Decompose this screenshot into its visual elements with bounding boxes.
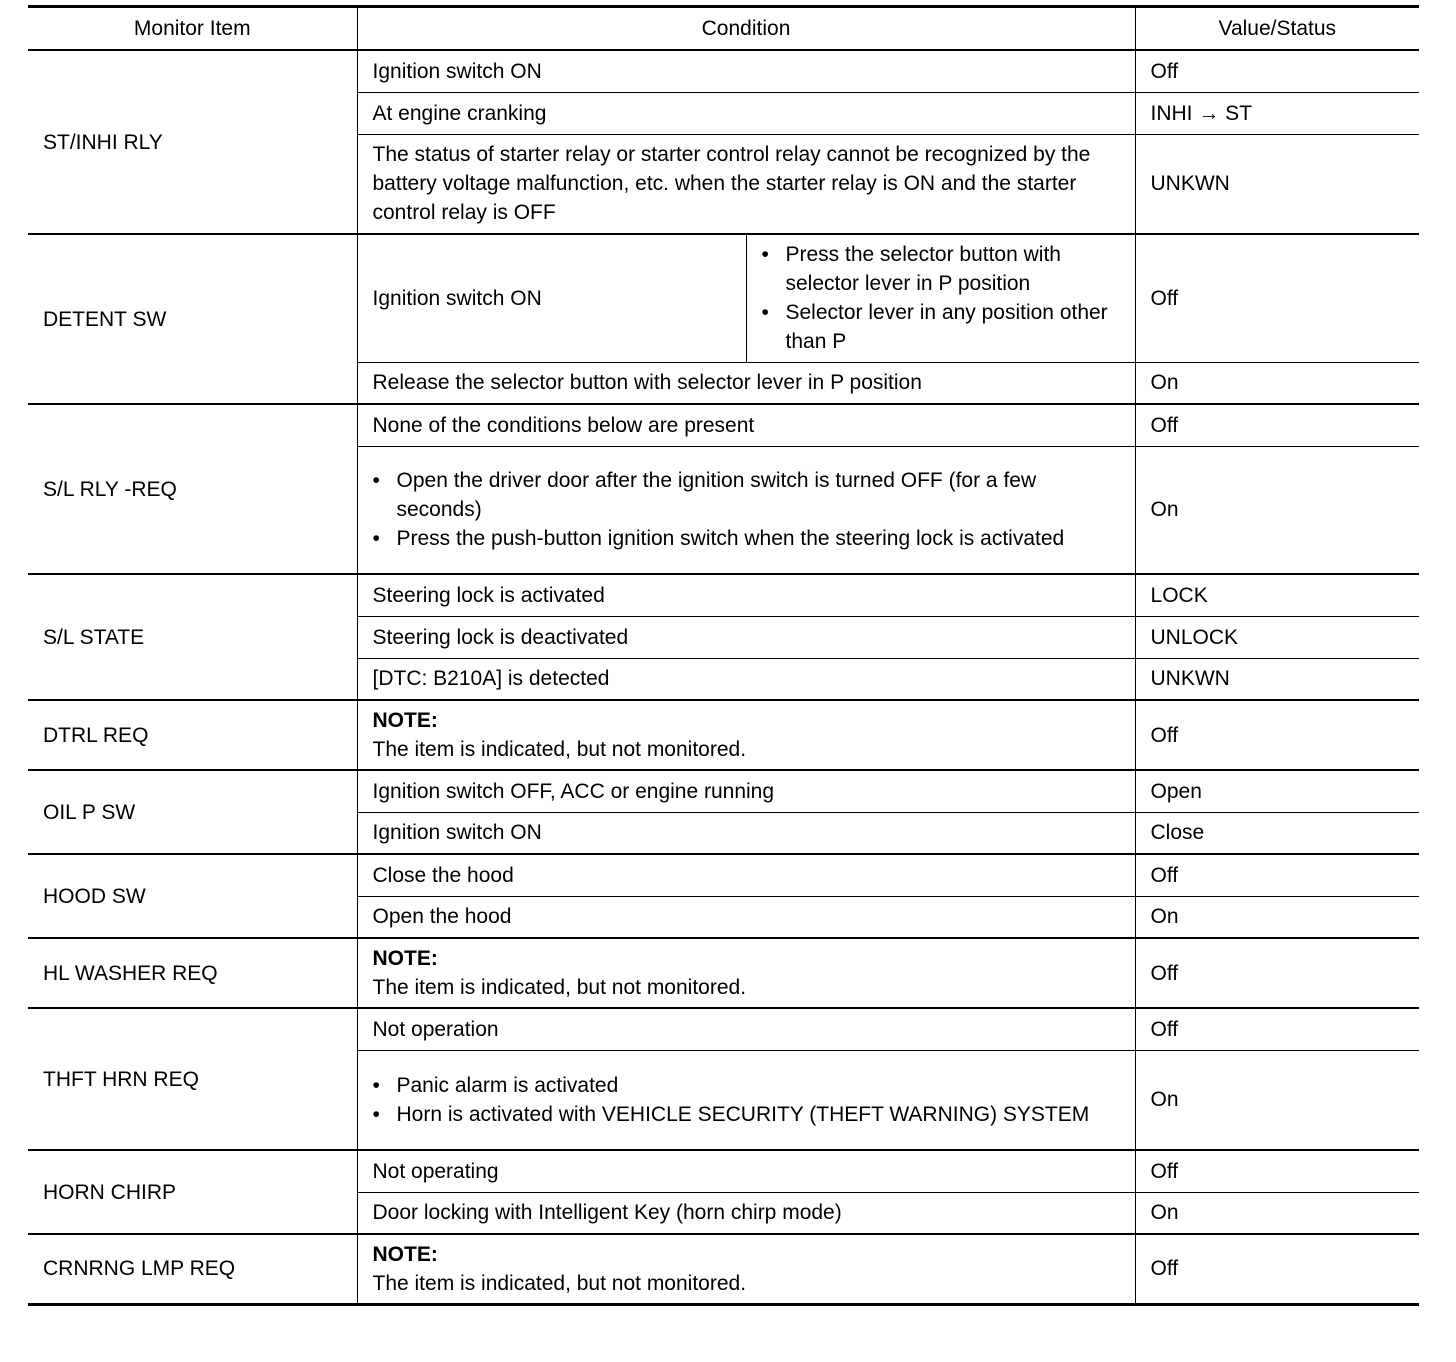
monitor-item-cell: HORN CHIRP — [28, 1150, 357, 1234]
monitor-item-cell: OIL P SW — [28, 770, 357, 854]
list-item — [762, 298, 1120, 356]
table-row — [28, 50, 1419, 92]
bullet-icon: • — [761, 243, 769, 267]
condition-cell: Ignition switch ON — [357, 234, 746, 362]
monitor-item-cell: S/L RLY -REQ — [28, 404, 357, 574]
table-row — [28, 854, 1419, 896]
condition-cell: At engine cranking — [357, 92, 1135, 134]
condition-cell — [357, 1234, 1135, 1304]
condition-cell: Ignition switch OFF, ACC or engine running — [357, 770, 1135, 812]
table-row — [28, 574, 1419, 616]
value-cell: UNKWN — [1135, 134, 1419, 234]
condition-cell — [357, 1050, 1135, 1150]
condition-cell: Not operation — [357, 1008, 1135, 1050]
bullet-icon: • — [372, 469, 380, 493]
table-row — [28, 1234, 1419, 1304]
value-cell: Open — [1135, 770, 1419, 812]
header-monitor-item: Monitor Item — [28, 7, 357, 51]
list-item — [373, 466, 1120, 524]
list-item — [762, 240, 1120, 298]
value-cell: Off — [1135, 700, 1419, 770]
value-cell: Off — [1135, 938, 1419, 1008]
bullet-icon: • — [372, 527, 380, 551]
value-cell: Off — [1135, 404, 1419, 446]
note-heading: NOTE: — [372, 1242, 438, 1266]
value-cell: Off — [1135, 234, 1419, 362]
condition-cell: Ignition switch ON — [357, 812, 1135, 854]
monitor-item-cell: CRNRNG LMP REQ — [28, 1234, 357, 1304]
value-cell: Off — [1135, 1008, 1419, 1050]
bullet-icon: • — [761, 301, 769, 325]
table-header-row — [28, 7, 1419, 51]
table-row — [28, 700, 1419, 770]
condition-cell: [DTC: B210A] is detected — [357, 658, 1135, 700]
value-cell: INHI → ST — [1135, 92, 1419, 134]
note-heading: NOTE: — [372, 709, 438, 732]
table-row — [28, 1150, 1419, 1192]
bullet-icon: • — [372, 1073, 380, 1097]
list-item — [373, 524, 1120, 553]
condition-cell: Release the selector button with selector lever in P position — [357, 362, 1135, 404]
note-heading: NOTE: — [372, 947, 438, 970]
condition-cell — [357, 700, 1135, 770]
value-cell: Off — [1135, 1150, 1419, 1192]
table-row — [28, 770, 1419, 812]
value-cell: On — [1135, 896, 1419, 938]
value-cell: Off — [1135, 1234, 1419, 1304]
condition-cell: Ignition switch ON — [357, 50, 1135, 92]
monitor-item-cell: HL WASHER REQ — [28, 938, 357, 1008]
table-row — [28, 1008, 1419, 1050]
monitor-item-cell: THFT HRN REQ — [28, 1008, 357, 1150]
list-item — [373, 1100, 1120, 1129]
value-cell: On — [1135, 362, 1419, 404]
table-row — [28, 234, 1419, 362]
monitor-item-cell: S/L STATE — [28, 574, 357, 700]
bullet-text: Selector lever in any position other than P — [785, 301, 1108, 354]
value-cell: LOCK — [1135, 574, 1419, 616]
note-text: The item is indicated, but not monitored. — [372, 1271, 747, 1295]
list-item — [373, 1071, 1120, 1100]
note-text: The item is indicated, but not monitored. — [372, 738, 747, 761]
value-cell: UNLOCK — [1135, 616, 1419, 658]
value-cell: On — [1135, 1050, 1419, 1150]
monitor-item-table — [28, 5, 1419, 1306]
monitor-item-cell: DETENT SW — [28, 234, 357, 404]
condition-cell: Steering lock is deactivated — [357, 616, 1135, 658]
header-value-status: Value/Status — [1135, 7, 1419, 51]
condition-cell: Door locking with Intelligent Key (horn chirp mode) — [357, 1192, 1135, 1234]
condition-cell: Open the hood — [357, 896, 1135, 938]
value-cell: Off — [1135, 854, 1419, 896]
bullet-text: Horn is activated with VEHICLE SECURITY (THEFT WARNING) SYSTEM — [396, 1102, 1090, 1126]
condition-cell: Steering lock is activated — [357, 574, 1135, 616]
condition-cell — [357, 938, 1135, 1008]
condition-cell: Close the hood — [357, 854, 1135, 896]
value-cell: Off — [1135, 50, 1419, 92]
monitor-item-cell: HOOD SW — [28, 854, 357, 938]
condition-cell: Not operating — [357, 1150, 1135, 1192]
condition-cell: None of the conditions below are present — [357, 404, 1135, 446]
monitor-item-cell: ST/INHI RLY — [43, 130, 163, 154]
table-row — [28, 404, 1419, 446]
value-cell: Close — [1135, 812, 1419, 854]
value-cell: UNKWN — [1135, 658, 1419, 700]
bullet-text: Open the driver door after the ignition switch is turned OFF (for a few seconds) — [396, 469, 1037, 522]
bullet-text: Panic alarm is activated — [396, 1073, 619, 1097]
bullet-icon: • — [372, 1102, 380, 1126]
condition-cell — [357, 446, 1135, 574]
condition-subcell — [746, 234, 1135, 362]
value-cell: On — [1135, 446, 1419, 574]
bullet-text: Press the selector button with selector lever in P position — [785, 243, 1061, 296]
value-cell: On — [1135, 1192, 1419, 1234]
bullet-text: Press the push-button ignition switch when the steering lock is activated — [396, 527, 1065, 551]
note-text: The item is indicated, but not monitored. — [372, 976, 747, 999]
monitor-item-cell: DTRL REQ — [28, 700, 357, 770]
table-row — [28, 938, 1419, 1008]
condition-cell: The status of starter relay or starter control relay cannot be recognized by the battery voltage malfunction, etc. when the starter relay is ON and the starter control relay is OFF — [357, 134, 1135, 234]
header-condition: Condition — [357, 7, 1135, 51]
